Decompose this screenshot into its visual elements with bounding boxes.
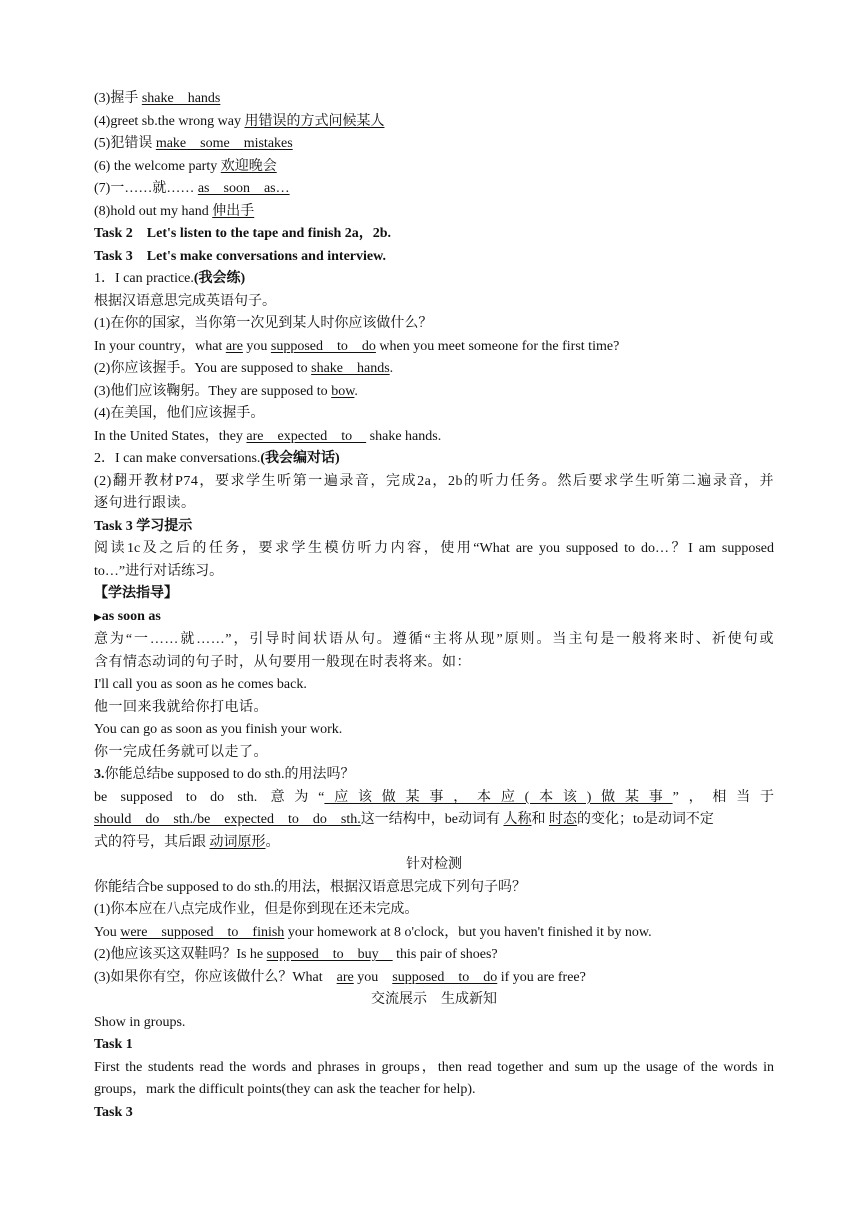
answer: 欢迎晚会 <box>220 158 277 174</box>
paragraph-line: 阅读1c及之后的任务，要求学生模仿听力内容，使用“What are you supposed to do…？I am supposed <box>94 541 774 556</box>
answer: 用错误的方式问候某人 <box>244 113 385 129</box>
summary-line: 式的符号，其后跟 动词原形。 <box>94 834 280 850</box>
answer: 伸出手 <box>212 203 255 219</box>
paragraph-line: 含有情态动词的句子时，从句要用一般现在时表将来。如： <box>94 654 471 670</box>
task-2-heading: Task 2 Let's listen to the tape and finish 2a，2b. <box>94 226 392 241</box>
phrase-line-5: (5)犯错误 make some mistakes <box>94 136 293 151</box>
task-1-paragraph: First the students read the words and phrases in groups，then read together and sum up the usage of the words in groups，mark the difficult points(they can ask the teacher for help). <box>94 1059 774 1097</box>
task-3-heading-2: Task 3 <box>94 1104 133 1120</box>
question-1: (1)在你的国家，当你第一次见到某人时你应该做什么？ <box>94 316 433 331</box>
example-sentence: I'll call you as soon as he comes back. <box>94 677 307 692</box>
answer-1: In your country，what are you supposed to do when you meet someone for the first time? <box>94 338 620 354</box>
paragraph-line: Show in groups. <box>94 1014 186 1030</box>
bullet-icon: ▶ <box>94 611 102 623</box>
phrase-line-6: (6) the welcome party 欢迎晚会 <box>94 158 277 174</box>
phrase-line-4: (4)greet sb.the wrong way 用错误的方式问候某人 <box>94 113 385 129</box>
document-page <box>94 88 774 1124</box>
phrase-line-7: (7)一……就…… as soon as… <box>94 181 290 196</box>
task-1-heading: Task 1 <box>94 1037 133 1052</box>
paragraph-line: (2)翻开教材P74，要求学生听第一遍录音，完成2a，2b的听力任务。然后要求学生听第二遍录音，并 <box>94 473 774 489</box>
as-soon-as-heading: ▶as soon as <box>94 608 161 624</box>
example-translation: 你一完成任务就可以走了。 <box>94 744 268 760</box>
section-title: 针对检测 <box>406 857 462 872</box>
question-2: (2)你应该握手。You are supposed to shake hands. <box>94 361 394 376</box>
exercise-question-3: (3)如果你有空，你应该做什么？What are you supposed to do if you are free? <box>94 969 586 985</box>
answer: make some mistakes <box>155 136 293 151</box>
section-title: 交流展示 生成新知 <box>371 992 497 1007</box>
study-guide-heading: 【学法指导】 <box>94 586 178 601</box>
practice-heading: 1．I can practice.(我会练) <box>94 271 246 286</box>
paragraph-line: to…”进行对话练习。 <box>94 563 224 579</box>
paragraph-line: 逐句进行跟读。 <box>94 496 196 511</box>
exercise-answer-1: You were supposed to finish your homework at 8 o'clock，but you haven't finished it by now. <box>94 924 652 940</box>
exercise-question-2: (2)他应该买这双鞋吗？Is he supposed to buy this pair of shoes? <box>94 947 498 962</box>
example-sentence: You can go as soon as you finish your work. <box>94 722 343 737</box>
exercise-question-1: (1)你本应在八点完成作业，但是你到现在还未完成。 <box>94 902 419 917</box>
question-3: (3)他们应该鞠躬。They are supposed to bow. <box>94 383 358 399</box>
question-4: (4)在美国，他们应该握手。 <box>94 406 265 421</box>
answer: as soon as… <box>197 181 290 196</box>
exercise-instruction: 你能结合be supposed to do sth.的用法，根据汉语意思完成下列句子吗？ <box>94 879 527 895</box>
task-3-tip-heading: Task 3 学习提示 <box>94 518 193 534</box>
summary-line: should do sth./be expected to do sth.这一结构中，be动词有 人称和 时态的变化；to是动词不定 <box>94 812 714 827</box>
phrase-line-8: (8)hold out my hand 伸出手 <box>94 203 255 219</box>
instruction: 根据汉语意思完成英语句子。 <box>94 293 276 309</box>
answer: shake hands <box>141 91 221 106</box>
task-3-heading: Task 3 Let's make conversations and interview. <box>94 248 386 264</box>
summary-line: be supposed to do sth. 意为“应该做某事，本应(本该)做某事”，相当于 <box>94 789 775 805</box>
example-translation: 他一回来我就给你打电话。 <box>94 699 268 715</box>
summary-question: 3.你能总结be supposed to do sth.的用法吗？ <box>94 767 355 782</box>
answer-4: In the United States，they are expected to shake hands. <box>94 428 442 444</box>
phrase-line-3: (3)握手 shake hands <box>94 91 221 106</box>
conversation-heading: 2．I can make conversations.(我会编对话) <box>94 451 340 466</box>
paragraph-line: 意为“一……就……”，引导时间状语从句。遵循“主将从现”原则。当主句是一般将来时、祈使句或 <box>94 632 774 647</box>
